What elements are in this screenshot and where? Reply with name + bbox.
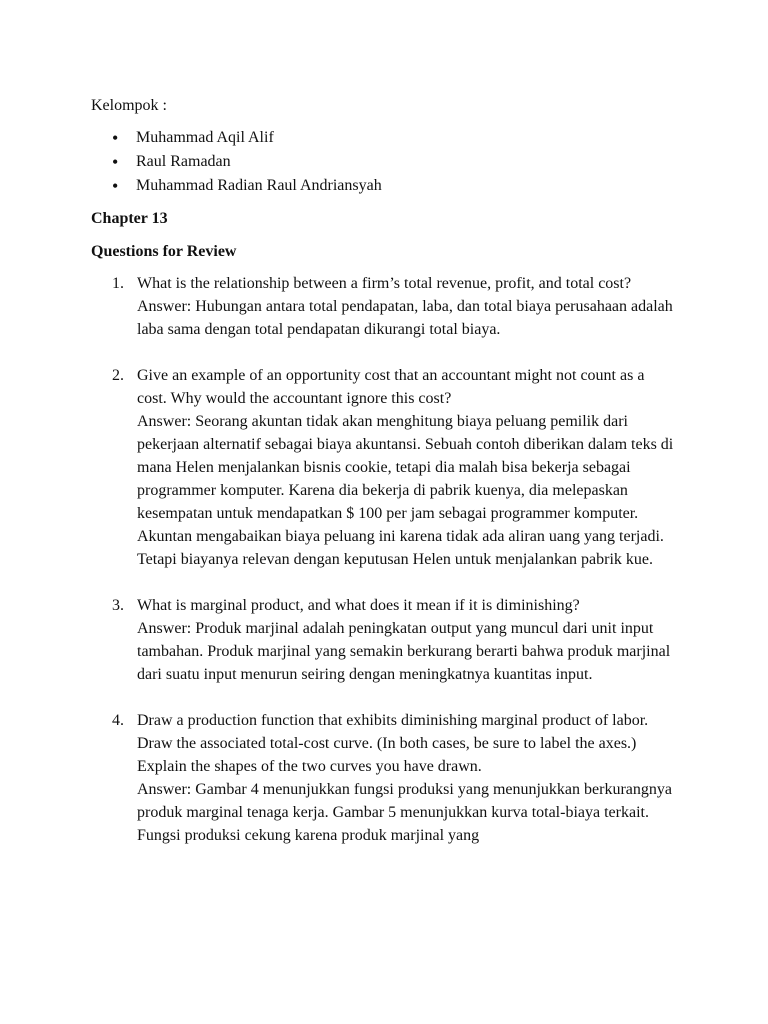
question-item	[112, 272, 677, 341]
question-text: Draw a production function that exhibits diminishing marginal product of labor. Draw the associated total-cost curve. (In both cases, be sure to label the axes.) Explain the shapes of the two curves you have drawn.	[137, 712, 649, 775]
question-item	[112, 709, 677, 847]
chapter-heading: Chapter 13	[91, 210, 168, 227]
answer-text: Answer: Produk marjinal adalah peningkatan output yang muncul dari unit input tambahan. Produk marjinal yang semakin berkurang berarti bahwa produk marjinal dari suatu input menurun seiring dengan meningkatnya kuantitas input.	[137, 620, 671, 683]
group-label: Kelompok :	[91, 97, 167, 114]
answer-text: Answer: Hubungan antara total pendapatan, laba, dan total biaya perusahaan adalah laba sama dengan total pendapatan dikurangi total biaya.	[137, 298, 673, 338]
question-number: 2.	[112, 367, 124, 384]
question-number: 3.	[112, 597, 124, 614]
question-number: 1.	[112, 275, 124, 292]
question-text: What is marginal product, and what does it mean if it is diminishing?	[137, 597, 580, 614]
question-text: Give an example of an opportunity cost that an accountant might not count as a cost. Why would the accountant ignore this cost?	[137, 367, 645, 407]
answer-text: Answer: Gambar 4 menunjukkan fungsi produksi yang menunjukkan berkurangnya produk marginal tenaga kerja. Gambar 5 menunjukkan kurva total-biaya terkait. Fungsi produksi cekung karena produk marjinal yang	[137, 781, 672, 844]
question-item	[112, 594, 677, 686]
question-text: What is the relationship between a firm’s total revenue, profit, and total cost?	[137, 275, 632, 292]
member-list	[112, 126, 382, 198]
member-item: • Raul Ramadan	[112, 150, 382, 174]
question-list	[112, 272, 677, 870]
section-heading: Questions for Review	[91, 243, 237, 260]
member-item: • Muhammad Aqil Alif	[112, 126, 382, 150]
question-item	[112, 364, 677, 571]
question-number: 4.	[112, 712, 124, 729]
answer-text: Answer: Seorang akuntan tidak akan menghitung biaya peluang pemilik dari pekerjaan alternatif sebagai biaya akuntansi. Sebuah contoh diberikan dalam teks di mana Helen menjalankan bisnis cookie, tetapi dia malah bisa bekerja sebagai programmer komputer. Karena dia bekerja di pabrik kuenya, dia melepaskan kesempatan untuk mendapatkan $ 100 per jam sebagai programmer komputer. Akuntan mengabaikan biaya peluang ini karena tidak ada aliran uang yang terjadi. Tetapi biayanya relevan dengan keputusan Helen untuk menjalankan pabrik kue.	[137, 413, 674, 568]
member-item: • Muhammad Radian Raul Andriansyah	[112, 174, 382, 198]
